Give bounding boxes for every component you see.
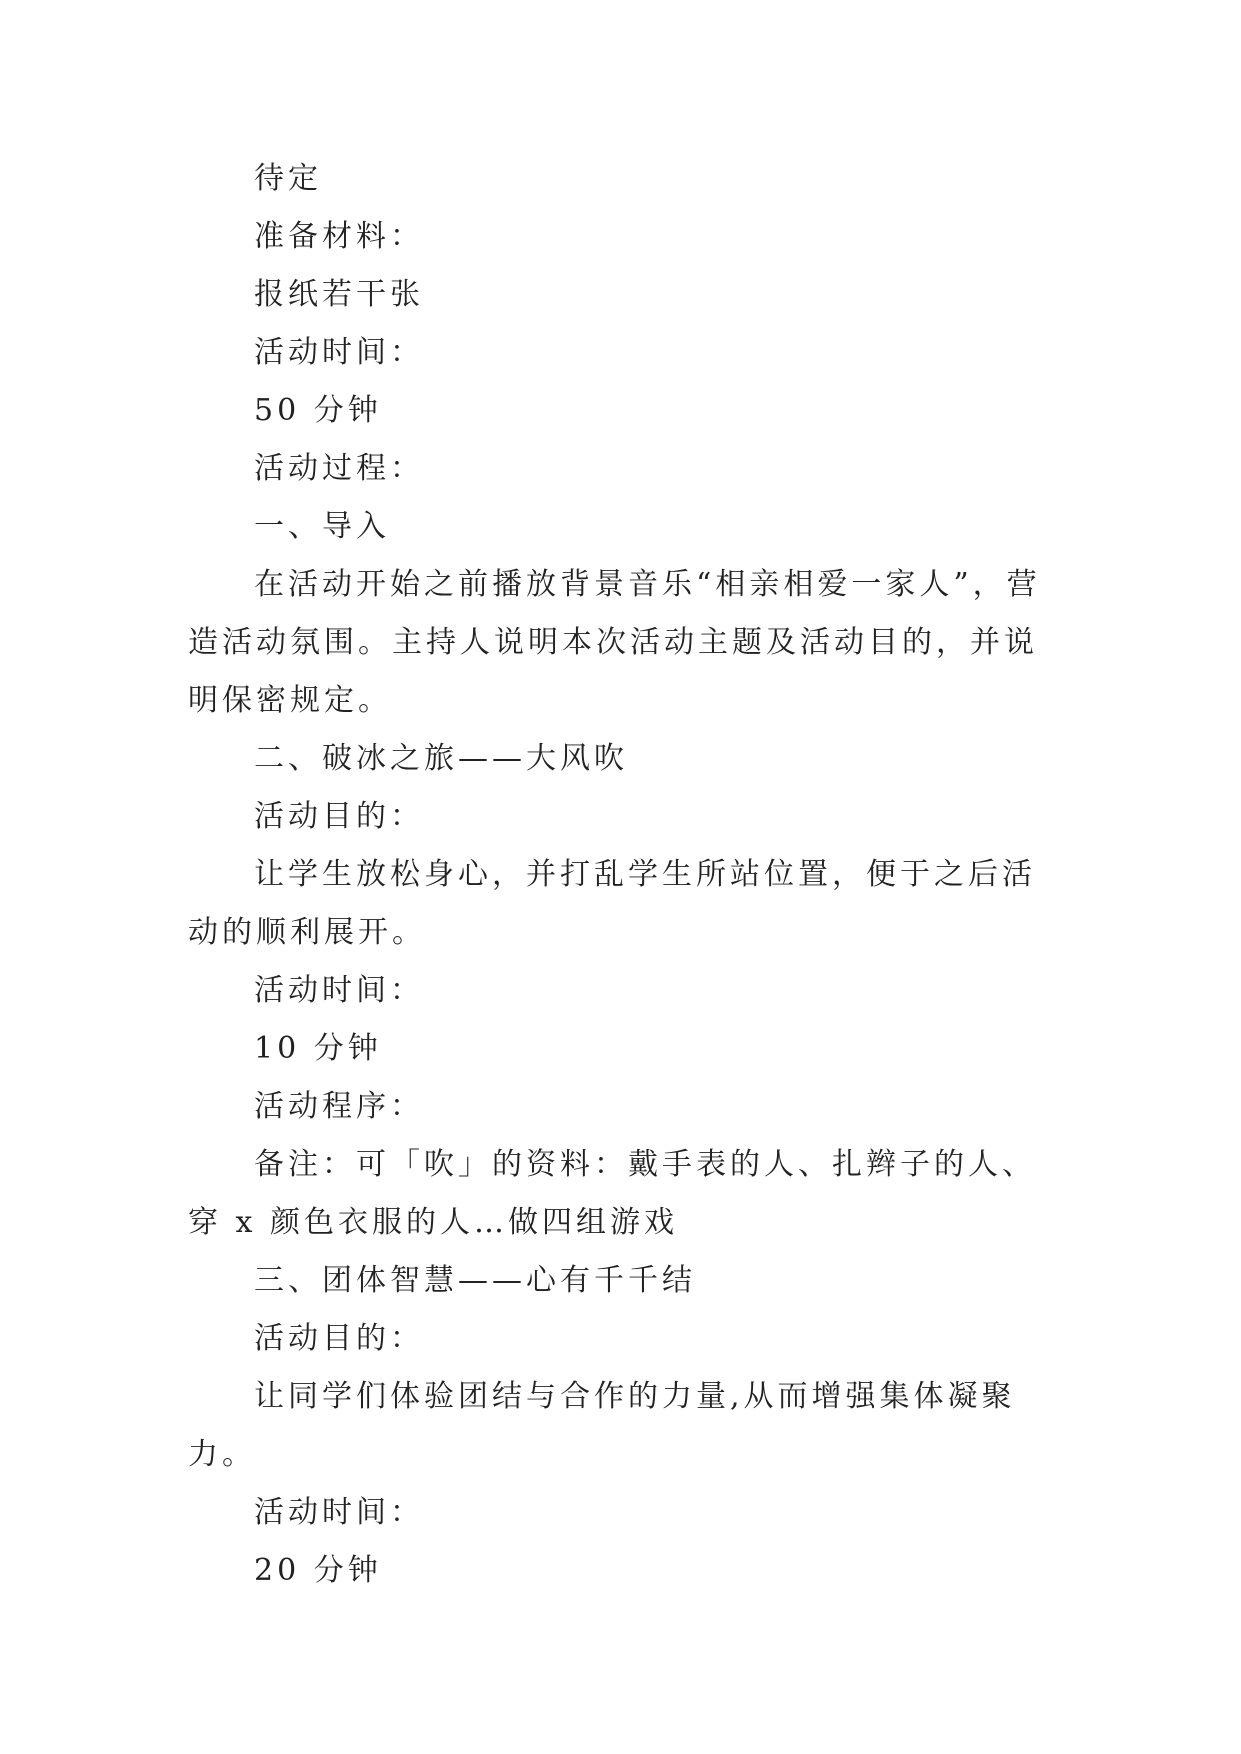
paragraph-note: 备注：可「吹」的资料：戴手表的人、扎辫子的人、穿 x 颜色衣服的人…做四组游戏 bbox=[188, 1147, 1036, 1240]
paragraph-time-value: 10 分钟 bbox=[254, 1031, 382, 1066]
paragraph-pending: 待定 bbox=[254, 161, 322, 196]
paragraph-purpose-body: 让学生放松身心，并打乱学生所站位置，便于之后活动的顺利展开。 bbox=[188, 857, 1036, 950]
section-heading-teamwork: 三、团体智慧——心有千千结 bbox=[254, 1263, 696, 1298]
paragraph-time-heading: 活动时间： bbox=[254, 973, 424, 1008]
paragraph-time-value: 20 分钟 bbox=[254, 1553, 382, 1588]
paragraph-materials: 报纸若干张 bbox=[254, 277, 424, 312]
paragraph-time-heading: 活动时间： bbox=[254, 1495, 424, 1530]
section-heading-icebreaker: 二、破冰之旅——大风吹 bbox=[254, 741, 628, 776]
paragraph-purpose-body: 让同学们体验团结与合作的力量,从而增强集体凝聚力。 bbox=[188, 1379, 1016, 1472]
paragraph-time-heading: 活动时间： bbox=[254, 335, 424, 370]
paragraph-purpose-heading: 活动目的： bbox=[254, 799, 424, 834]
section-heading-intro: 一、导入 bbox=[254, 509, 390, 544]
paragraph-purpose-heading: 活动目的： bbox=[254, 1321, 424, 1356]
paragraph-intro-body: 在活动开始之前播放背景音乐“相亲相爱一家人”，营造活动氛围。主持人说明本次活动主题及活动目的，并说明保密规定。 bbox=[188, 567, 1041, 718]
paragraph-procedure-heading: 活动程序： bbox=[254, 1089, 424, 1124]
paragraph-materials-heading: 准备材料： bbox=[254, 219, 424, 254]
paragraph-process-heading: 活动过程： bbox=[254, 451, 424, 486]
paragraph-time-value: 50 分钟 bbox=[254, 393, 382, 428]
